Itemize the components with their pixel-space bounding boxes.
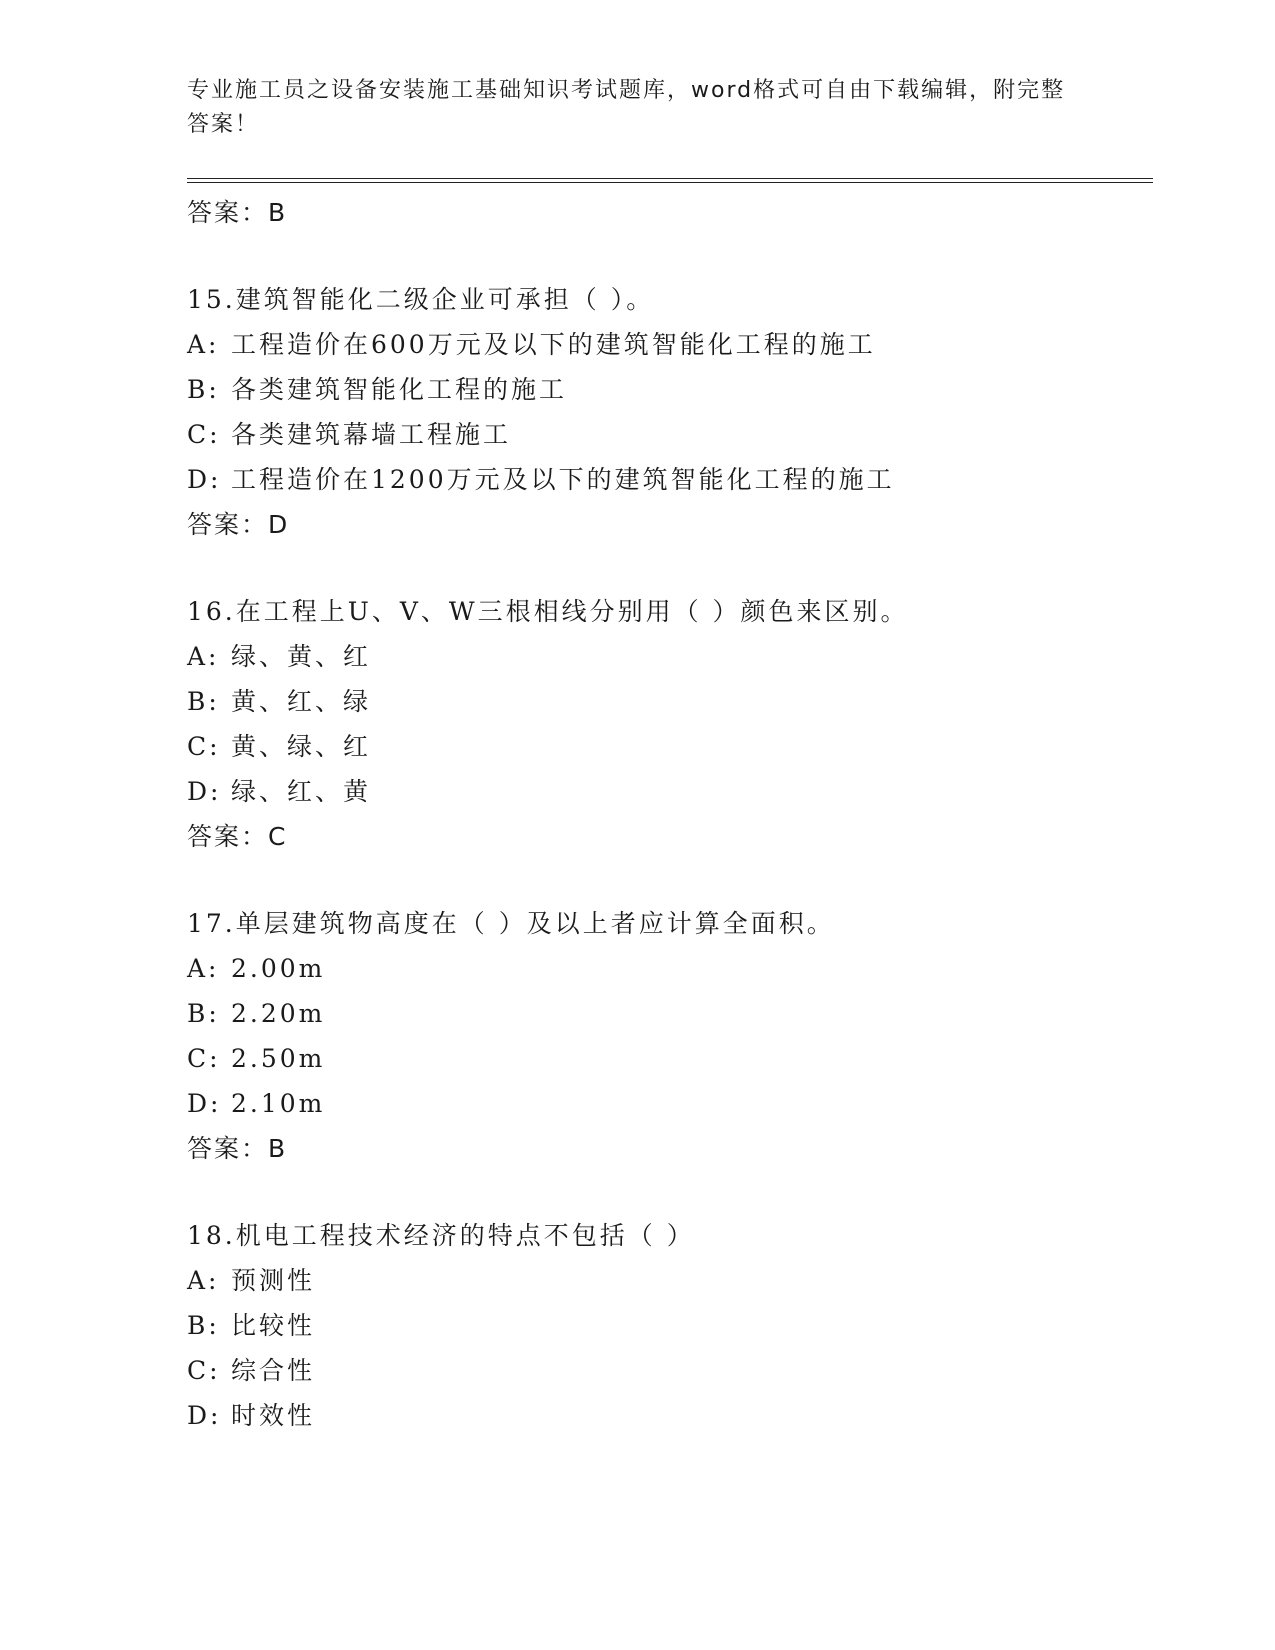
option-c xyxy=(187,1036,1147,1081)
option-c xyxy=(187,412,1147,457)
option-text: 综合性 xyxy=(231,1356,316,1385)
question-block xyxy=(187,1213,1147,1438)
option-text: 时效性 xyxy=(231,1401,316,1430)
option-b xyxy=(187,1303,1147,1348)
option-text: 绿、黄、红 xyxy=(231,642,372,671)
option-letter: B: xyxy=(187,687,220,716)
option-letter: C: xyxy=(187,420,221,449)
option-text: 各类建筑智能化工程的施工 xyxy=(231,375,568,404)
option-letter: B: xyxy=(187,375,220,404)
option-letter: D: xyxy=(187,1089,222,1118)
option-a xyxy=(187,322,1147,367)
option-text: 工程造价在600万元及以下的建筑智能化工程的施工 xyxy=(231,330,876,359)
option-c xyxy=(187,724,1147,769)
option-letter: A: xyxy=(187,954,220,983)
option-letter: D: xyxy=(187,465,222,494)
question-text: 15.建筑智能化二级企业可承担（ ）。 xyxy=(187,285,655,314)
answer-line: 答案：C xyxy=(187,822,288,851)
answer-line: 答案：B xyxy=(187,1134,288,1163)
question-block xyxy=(187,277,1147,547)
option-d xyxy=(187,1081,1147,1126)
option-b xyxy=(187,679,1147,724)
option-c xyxy=(187,1348,1147,1393)
option-a xyxy=(187,946,1147,991)
option-text: 2.20m xyxy=(231,999,326,1028)
option-text: 预测性 xyxy=(231,1266,316,1295)
question-text: 16.在工程上U、V、W三根相线分别用（ ）颜色来区别。 xyxy=(187,597,909,626)
option-letter: C: xyxy=(187,1044,221,1073)
option-text: 各类建筑幕墙工程施工 xyxy=(231,420,512,449)
header-rule-top xyxy=(187,178,1153,179)
option-text: 黄、红、绿 xyxy=(231,687,372,716)
option-text: 2.00m xyxy=(231,954,326,983)
option-letter: C: xyxy=(187,732,221,761)
option-d xyxy=(187,769,1147,814)
option-letter: A: xyxy=(187,1266,220,1295)
document-header: 专业施工员之设备安装施工基础知识考试题库，word格式可自由下载编辑，附完整答案！ xyxy=(187,78,1066,137)
option-a xyxy=(187,634,1147,679)
question-text: 18.机电工程技术经济的特点不包括（ ） xyxy=(187,1221,695,1250)
question-list xyxy=(187,190,1147,1438)
option-text: 2.50m xyxy=(231,1044,326,1073)
option-letter: A: xyxy=(187,642,220,671)
option-text: 工程造价在1200万元及以下的建筑智能化工程的施工 xyxy=(231,465,895,494)
option-letter: D: xyxy=(187,1401,222,1430)
question-text: 17.单层建筑物高度在（ ）及以上者应计算全面积。 xyxy=(187,909,835,938)
option-letter: A: xyxy=(187,330,220,359)
option-letter: B: xyxy=(187,1311,220,1340)
option-d xyxy=(187,1393,1147,1438)
option-letter: D: xyxy=(187,777,222,806)
option-text: 2.10m xyxy=(231,1089,326,1118)
option-a xyxy=(187,1258,1147,1303)
answer-line: 答案：B xyxy=(187,198,288,227)
option-b xyxy=(187,991,1147,1036)
option-letter: C: xyxy=(187,1356,221,1385)
option-text: 绿、红、黄 xyxy=(231,777,372,806)
question-block xyxy=(187,589,1147,859)
question-block xyxy=(187,901,1147,1171)
option-text: 黄、绿、红 xyxy=(231,732,372,761)
answer-line: 答案：D xyxy=(187,510,290,539)
option-b xyxy=(187,367,1147,412)
option-letter: B: xyxy=(187,999,220,1028)
option-d xyxy=(187,457,1147,502)
option-text: 比较性 xyxy=(231,1311,316,1340)
header-rule-bottom xyxy=(187,182,1153,183)
